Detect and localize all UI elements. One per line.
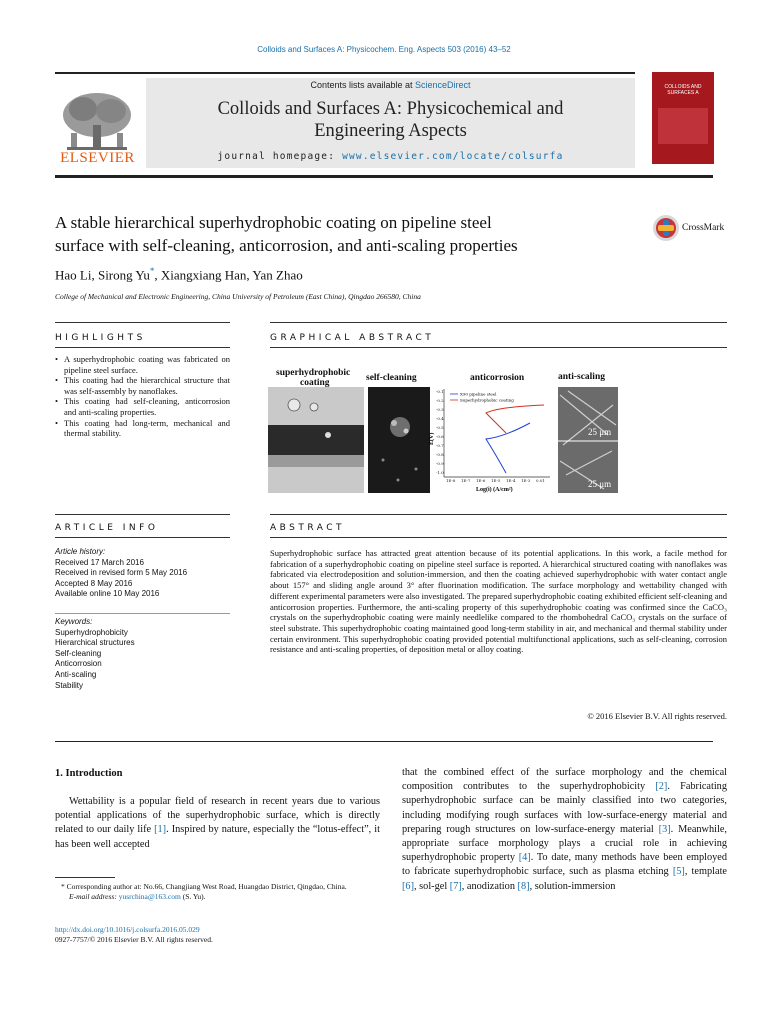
- affiliation: College of Mechanical and Electronic Engineering, China University of Petroleum (East China), Qingdao 266580, China: [55, 292, 421, 301]
- keyword-item: Superhydrophobicity: [55, 627, 128, 637]
- keywords-label: Keywords:: [55, 617, 93, 626]
- intro-text: Wettability is a popular field of research in recent years due to various potential applications of the superhydrophobic surface, which is directly related to our daily life: [55, 796, 380, 836]
- issn-copyright: 0927-7757/© 2016 Elsevier B.V. All rights reserved.: [55, 935, 213, 944]
- corresponding-author-note: * Corresponding author at: No.66, Changjiang West Road, Huangdao District, Qingdao, China.: [61, 882, 347, 891]
- crossmark-badge[interactable]: [652, 214, 732, 244]
- authors-part2: , Xiangxiang Han, Yan Zhao: [154, 267, 303, 283]
- email-line: [55, 892, 380, 902]
- keyword-item: Self-cleaning: [55, 648, 102, 658]
- article-info-heading: ARTICLE INFO: [55, 523, 159, 533]
- intro-text: . Meanwhile, appropriate surface morphology plays a crucial role in achieving superhydrophobic property: [402, 823, 727, 864]
- x-tick: 1E-6: [476, 478, 486, 483]
- doi-link[interactable]: http://dx.doi.org/10.1016/j.colsurfa.2016.05.029: [55, 925, 200, 934]
- intro-text: , anodization: [461, 880, 518, 892]
- journal-cover[interactable]: [652, 72, 714, 164]
- intro-text: . Fabricating superhydrophobic surface can be mainly classified into two categories, including modifying rough surfaces with low-surface-energy material and preparing rough structures on low-surface-energy material: [402, 781, 727, 835]
- ref-7[interactable]: [7]: [449, 880, 462, 892]
- highlight-item: • This coating had the hierarchical structure that was self-assembly by nanoflakes.: [55, 375, 230, 396]
- ga-rule-bottom: [270, 347, 727, 348]
- y-tick: -0.1: [436, 389, 444, 394]
- keyword-item: Anti-scaling: [55, 669, 97, 679]
- y-tick: -0.7: [436, 443, 444, 448]
- abstract-rule-bottom: [270, 537, 727, 538]
- corresponding-author-mark[interactable]: *: [149, 266, 155, 276]
- y-axis-label: E(V): [429, 432, 435, 445]
- label-self-cleaning: self-cleaning: [366, 373, 417, 383]
- email-link[interactable]: yusrchina@163.com: [118, 892, 181, 901]
- section-heading: 1. Introduction: [55, 768, 123, 779]
- y-tick: -0.2: [436, 398, 444, 403]
- crossmark-label: CrossMark: [682, 223, 725, 233]
- email-label: E-mail address:: [69, 892, 119, 901]
- legend-steel: X90 pipeline steel: [460, 391, 497, 397]
- x-tick: 1E-5: [491, 478, 501, 483]
- ref-6[interactable]: [6]: [402, 880, 415, 892]
- graphical-abstract-heading: GRAPHICAL ABSTRACT: [270, 333, 435, 343]
- article-title-line1: A stable hierarchical superhydrophobic coating on pipeline steel: [55, 213, 492, 232]
- sciencedirect-link[interactable]: ScienceDirect: [415, 80, 471, 90]
- article-info-rule: [55, 514, 230, 515]
- article-info-rule-bottom: [55, 537, 230, 538]
- article-title-line2: surface with self-cleaning, anticorrosion, and anti-scaling properties: [55, 236, 518, 255]
- scale-bar-top: 25 μm: [588, 427, 612, 437]
- homepage-link[interactable]: www.elsevier.com/locate/colsurfa: [342, 151, 564, 162]
- keyword-item: Stability: [55, 680, 84, 690]
- body-rule: [55, 741, 713, 742]
- x-tick: 1E-3: [521, 478, 531, 483]
- abstract-copyright: © 2016 Elsevier B.V. All rights reserved.: [587, 711, 727, 721]
- intro-text: , sol-gel: [414, 880, 450, 892]
- history-label: Article history:: [55, 547, 106, 556]
- article-title: [55, 211, 635, 257]
- abstract-text: Superhydrophobic surface has attracted great attention because of its potential applications. In this work, a facile method for fabrication of a superhydrophobic coating on pipeline steel surface is reported. A hierarchical structured coating with nanoflakes was fabricated via electrodeposition and solution-immersion, and then the coating achieved superhydrophobic with water contact angle about 157° and sliding angle around 3° after fluorination modification. The surface morphology and wettability changed with different experimental parameters were also investigated. The prepared superhydrophobic coating exhibited efficient self-cleaning and anticorrosion properties. Furthermore, the anti-scaling property of this superhydrophobic coating was confirmed since the CaCO₃ crystals on the superhydrophobic coating were mainly needlelike compared to the rhombohedral CaCO₃ crystals on the surface of steel substrate. This superhydrophobic coating maintained good long-term stability in air, and mechanical and thermal stability under certain environment. This superhydrophobic coating provided potential multifunctional applications, such as self-cleaning, corrosion resistance and anti-scaling properties, of deposition metal or alloy coating.: [270, 548, 727, 655]
- highlight-item: • This coating had long-term, mechanical and thermal stability.: [55, 418, 230, 439]
- y-tick: -0.8: [436, 452, 444, 457]
- authors: [55, 266, 303, 283]
- y-tick: -0.3: [436, 407, 444, 412]
- ref-8[interactable]: [8]: [517, 880, 530, 892]
- scale-bar-bottom: 25 μm: [588, 479, 612, 489]
- highlight-item: • A superhydrophobic coating was fabricated on pipeline steel surface.: [55, 354, 230, 375]
- highlights-heading: HIGHLIGHTS: [55, 333, 146, 343]
- ref-3[interactable]: [3]: [658, 823, 671, 835]
- article-history: [55, 547, 230, 600]
- x-tick: 1E-4: [506, 478, 516, 483]
- keyword-item: Anticorrosion: [55, 659, 102, 669]
- contents-available: [146, 80, 635, 90]
- highlights-rule-bottom: [55, 347, 230, 348]
- journal-reference[interactable]: Colloids and Surfaces A: Physicochem. Eng. Aspects 503 (2016) 43–52: [257, 45, 511, 54]
- history-item: Accepted 8 May 2016: [55, 578, 133, 588]
- intro-left-paragraph: [55, 795, 380, 852]
- abstract-rule: [270, 514, 727, 515]
- highlight-item: • This coating had self-cleaning, anticorrosion and anti-scaling properties.: [55, 396, 230, 417]
- journal-title: [146, 98, 635, 142]
- x-tick: 1E-7: [461, 478, 471, 483]
- intro-text: that the combined effect of the surface morphology and the chemical composition contributes to the superhydrophobicity: [402, 767, 727, 793]
- intro-right-paragraph: [402, 766, 727, 894]
- graphical-abstract-figure: [268, 365, 618, 493]
- ref-1[interactable]: [1]: [154, 824, 167, 836]
- abstract-heading: ABSTRACT: [270, 523, 346, 533]
- cover-title: COLLOIDS AND SURFACES A: [664, 84, 702, 96]
- label-superhydrophobic: superhydrophobic: [276, 368, 351, 378]
- intro-text: . To date, many methods have been employed to fabricate superhydrophobic surface, such as plasma etching: [402, 852, 727, 878]
- email-suffix: (S. Yu).: [180, 892, 206, 901]
- y-tick: -1.0: [436, 470, 444, 475]
- cover-graphic: [658, 108, 708, 144]
- intro-text: , template: [684, 866, 728, 878]
- contents-prefix: Contents lists available at: [310, 80, 416, 90]
- keywords-divider: [55, 613, 230, 614]
- highlights-list: [55, 354, 230, 439]
- publisher-name: ELSEVIER: [60, 150, 135, 166]
- journal-title-line2: Engineering Aspects: [314, 121, 467, 141]
- footnote-rule: [55, 877, 115, 878]
- ga-rule: [270, 322, 727, 323]
- x-tick: 0.01: [536, 478, 545, 483]
- history-item: Received in revised form 5 May 2016: [55, 568, 188, 578]
- legend-coating: Superhydrophobic coating: [460, 397, 514, 403]
- intro-text: , solution-immersion: [529, 880, 616, 892]
- label-anti-scaling: anti-scaling: [558, 372, 605, 382]
- ref-4[interactable]: [4]: [518, 852, 531, 864]
- label-anticorrosion: anticorrosion: [470, 373, 525, 383]
- self-cleaning-photo: [368, 387, 430, 493]
- ref-5[interactable]: [5]: [672, 866, 685, 878]
- ref-2[interactable]: [2]: [655, 781, 668, 793]
- x-tick: 1E-8: [446, 478, 456, 483]
- highlights-rule: [55, 322, 230, 323]
- history-item: Received 17 March 2016: [55, 557, 144, 567]
- journal-title-line1: Colloids and Surfaces A: Physicochemical and: [217, 99, 564, 119]
- header-thick-rule: [55, 175, 713, 178]
- y-tick: -0.6: [436, 434, 444, 439]
- keywords: [55, 617, 230, 691]
- keyword-item: Hierarchical structures: [55, 638, 135, 648]
- authors-part1: Hao Li, Sirong Yu: [55, 267, 150, 283]
- history-item: Available online 10 May 2016: [55, 589, 160, 599]
- y-tick: -0.5: [436, 425, 444, 430]
- homepage-prefix: journal homepage:: [217, 151, 343, 162]
- header-rule: [55, 72, 635, 74]
- doi-block: [55, 925, 213, 945]
- anti-scaling-sem-image: [558, 387, 618, 493]
- footnote: [55, 882, 380, 902]
- crossmark-icon: [652, 214, 680, 242]
- y-tick: -0.4: [436, 416, 444, 421]
- x-axis-label: Log(i) (A/cm²): [476, 487, 513, 493]
- intro-text: . Inspired by nature, especially the “lotus-effect”, it has been well accepted: [55, 824, 380, 850]
- y-tick: -0.9: [436, 461, 444, 466]
- journal-homepage: [146, 151, 635, 162]
- label-coating: coating: [300, 378, 330, 388]
